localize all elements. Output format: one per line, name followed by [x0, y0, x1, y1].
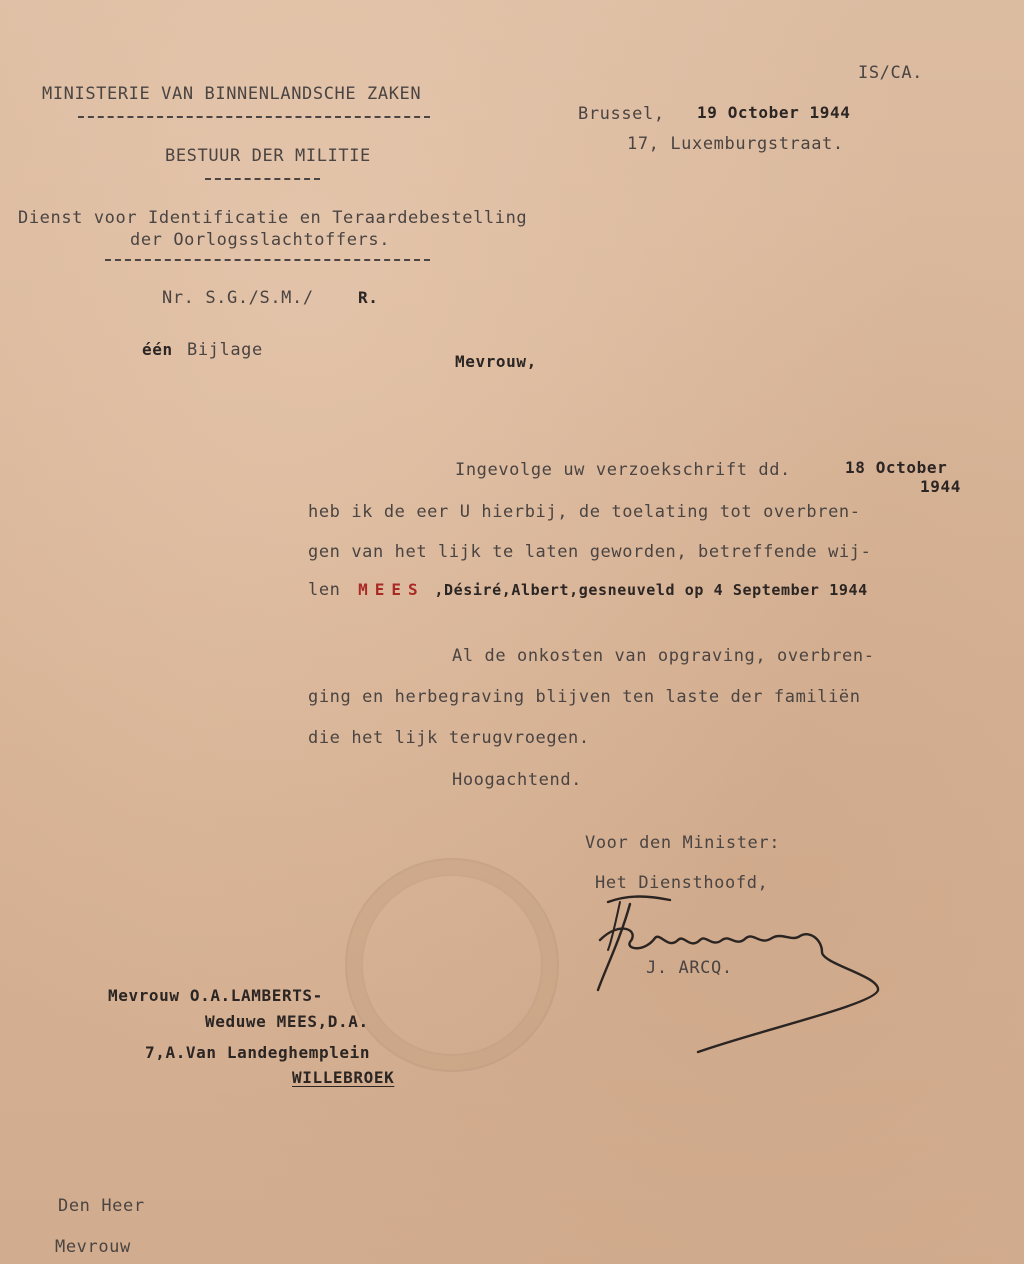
reference-number-suffix: R.	[358, 288, 379, 307]
reference-code: IS/CA.	[858, 63, 924, 83]
deceased-surname: MEES	[358, 580, 425, 599]
request-year: 1944	[920, 477, 961, 496]
paragraph-2-line-1: Al de onkosten van opgraving, overbren-	[452, 646, 875, 666]
recipient-line-3: 7,A.Van Landeghemplein	[145, 1043, 371, 1062]
salutation: Mevrouw,	[455, 352, 537, 371]
ministry-divider	[78, 116, 430, 118]
recipient-line-2: Weduwe MEES,D.A.	[205, 1012, 369, 1031]
service-name-line-2: der Oorlogsslachtoffers.	[130, 230, 391, 250]
embossed-seal	[345, 858, 559, 1072]
signature-line-1: Voor den Minister:	[585, 833, 781, 853]
recipient-line-1: Mevrouw O.A.LAMBERTS-	[108, 986, 323, 1005]
recipient-city: WILLEBROEK	[292, 1068, 395, 1087]
signature-line-2: Het Diensthoofd,	[595, 873, 769, 893]
footer-line-2: Mevrouw	[55, 1237, 131, 1257]
paragraph-1-line-2: heb ik de eer U hierbij, de toelating tot overbren-	[308, 502, 861, 522]
deceased-details: ,Désiré,Albert,gesneuveld op 4 September 1944	[434, 581, 868, 599]
paragraph-1-line-3: gen van het lijk te laten geworden, betreffende wij-	[308, 542, 872, 562]
closing: Hoogachtend.	[452, 770, 583, 790]
paragraph-1-line-1: Ingevolge uw verzoekschrift dd.	[455, 460, 791, 480]
signatory-name: J. ARCQ.	[646, 958, 733, 978]
enclosure-label: Bijlage	[187, 340, 263, 360]
service-divider	[105, 259, 430, 261]
paragraph-1-line-4	[308, 580, 868, 600]
department-name: BESTUUR DER MILITIE	[165, 146, 371, 166]
service-name-line-1: Dienst voor Identificatie en Teraardebestelling	[18, 208, 528, 228]
sender-address: 17, Luxemburgstraat.	[627, 134, 844, 154]
letter-date: 19 October 1944	[697, 103, 851, 122]
paragraph-1-line-4-prefix: len	[308, 580, 341, 600]
place: Brussel,	[578, 104, 665, 124]
footer-line-1: Den Heer	[58, 1196, 145, 1216]
reference-number-prefix: Nr. S.G./S.M./	[162, 288, 314, 308]
ministry-name: MINISTERIE VAN BINNENLANDSCHE ZAKEN	[42, 84, 422, 104]
paragraph-2-line-2: ging en herbegraving blijven ten laste der familiën	[308, 687, 861, 707]
department-divider	[205, 178, 320, 180]
request-date: 18 October	[845, 458, 948, 477]
paragraph-2-line-3: die het lijk terugvroegen.	[308, 728, 590, 748]
enclosure-count: één	[142, 340, 173, 359]
